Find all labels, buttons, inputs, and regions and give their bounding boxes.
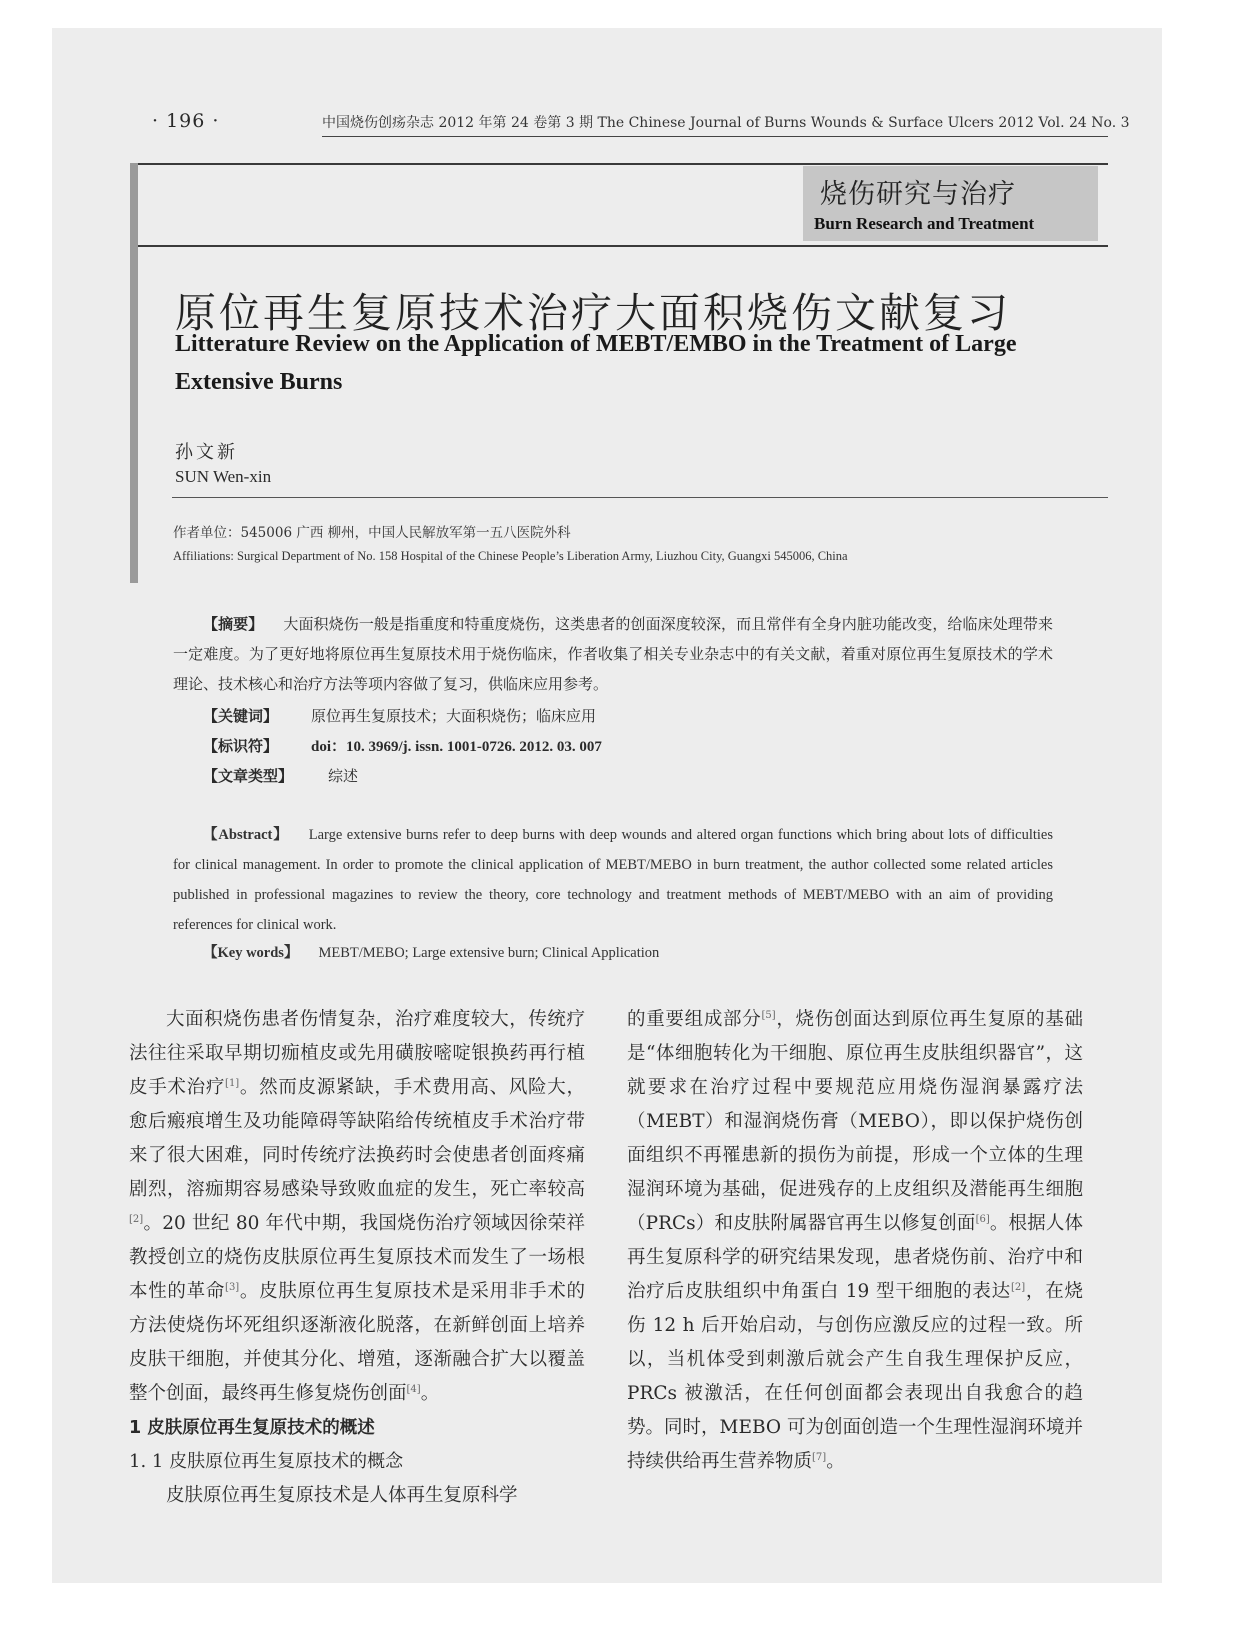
citation: [6] <box>975 1213 990 1225</box>
citation: [7] <box>812 1451 827 1463</box>
abstract-en-label: 【Abstract】 <box>203 827 289 843</box>
body-text: 。根据人体再生复原科学的研究结果发现，患者烧伤前、治疗中和治疗后皮肤组织中角蛋白 19 型干细胞的表达 <box>627 1213 1083 1302</box>
citation: [4] <box>406 1383 421 1395</box>
abstract-cn-label: 【摘要】 <box>203 615 264 633</box>
header-rule-bottom <box>130 245 1108 247</box>
author-name-en: SUN Wen-xin <box>175 467 272 486</box>
left-margin-bar <box>130 163 138 583</box>
body-text: 。然而皮源紧缺，手术费用高、风险大，愈后瘢痕增生及功能障碍等缺陷给传统植皮手术治疗带来了很大困难，同时传统疗法换药时会使患者创面疼痛剧烈，溶痂期容易感染导致败血症的发生，死亡率较高 <box>129 1077 585 1200</box>
running-header: 中国烧伤创疡杂志 2012 年第 24 卷第 3 期 The Chinese Journal of Burns Wounds & Surface Ulcers 2012 Vol. 24 No. 3 <box>322 112 1108 137</box>
body-paragraph: 皮肤原位再生复原技术是人体再生复原科学 <box>166 1485 518 1506</box>
article-title-en: Litterature Review on the Application of MEBT/EMBO in the Treatment of Large Extensive Burns <box>175 331 1017 395</box>
body-text: ，在烧伤 12 h 后开始启动，与创伤应激反应的过程一致。所以，当机体受到刺激后就会产生自我生理保护反应，PRCs 被激活，在任何创面都会表现出自我愈合的趋势。同时，MEBO 可为创面创造一个生理性湿润环境并持续供给再生营养物质 <box>627 1281 1083 1472</box>
abstract-en-text: Large extensive burns refer to deep burns with deep wounds and altered organ functions which bring about lots of difficulties for clinical management. In order to promote the clinical application of MEBT/MEBO in burn treatment, the author collected some related articles published in professional magazines to review the theory, core technology and treatment methods of MEBT/MEBO with an aim of providing references for clinical work. <box>173 827 1053 933</box>
author-name-cn: 孙文新 <box>175 442 238 463</box>
doi-text: doi：10. 3969/j. issn. 1001-0726. 2012. 03. 007 <box>311 739 602 755</box>
body-text: 。皮肤原位再生复原技术是采用非手术的方法使烧伤坏死组织逐渐液化脱落，在新鲜创面上培养皮肤干细胞，并使其分化、增殖，逐渐融合扩大以覆盖整个创面，最终再生修复烧伤创面 <box>129 1281 585 1404</box>
page-number: · 196 · <box>152 110 220 132</box>
identifier <box>203 735 602 756</box>
subsection-heading: 1. 1 皮肤原位再生复原技术的概念 <box>129 1451 404 1472</box>
body-text: 。 <box>420 1383 440 1404</box>
keywords-cn-label: 【关键词】 <box>203 707 279 725</box>
article-type <box>203 765 358 786</box>
header-rule-top <box>130 163 1108 165</box>
citation: [3] <box>225 1281 240 1293</box>
citation: [5] <box>761 1009 776 1021</box>
abstract-en <box>173 820 1053 940</box>
affiliation-cn: 作者单位：545006 广西 柳州，中国人民解放军第一五八医院外科 <box>173 525 571 541</box>
keywords-en-label: 【Key words】 <box>203 945 299 961</box>
body-text: 。20 世纪 80 年代中期，我国烧伤治疗领域因徐荣祥教授创立的烧伤皮肤原位再生复原技术而发生了一场根本性的革命 <box>129 1213 585 1302</box>
body-text: 。 <box>826 1451 845 1472</box>
section-title-en: Burn Research and Treatment <box>814 214 1035 233</box>
keywords-en-text: MEBT/MEBO; Large extensive burn; Clinical Application <box>318 945 660 961</box>
body-column-left <box>129 1003 585 1513</box>
identifier-label: 【标识符】 <box>203 737 279 755</box>
article-title-cn: 原位再生复原技术治疗大面积烧伤文献复习 <box>175 289 1011 337</box>
affiliation-en: Affiliations: Surgical Department of No. 158 Hospital of the Chinese People’s Liberation Army, Liuzhou City, Guangxi 545006, China <box>173 549 848 563</box>
keywords-en <box>203 941 659 962</box>
body-text: 大面积烧伤患者伤情复杂，治疗难度较大，传统疗法往往采取早期切痂植皮或先用磺胺嘧啶银换药再行植皮手术治疗 <box>129 1009 585 1098</box>
citation: [2] <box>1010 1281 1026 1293</box>
body-paragraph <box>129 1003 585 1411</box>
citation: [1] <box>225 1077 240 1089</box>
article-type-text: 综述 <box>328 767 359 785</box>
section-title-cn: 烧伤研究与治疗 <box>820 179 1016 210</box>
keywords-cn <box>203 705 596 726</box>
author-divider <box>172 497 1108 498</box>
body-text: 的重要组成部分 <box>627 1009 762 1030</box>
abstract-cn <box>173 609 1053 699</box>
citation: [2] <box>129 1213 144 1225</box>
body-paragraph <box>627 1003 1083 1479</box>
keywords-cn-text: 原位再生复原技术；大面积烧伤；临床应用 <box>311 707 597 725</box>
body-column-right <box>627 1003 1083 1479</box>
section-heading: 1 皮肤原位再生复原技术的概述 <box>129 1418 375 1438</box>
abstract-cn-text: 大面积烧伤一般是指重度和特重度烧伤，这类患者的创面深度较深，而且常伴有全身内脏功能改变，给临床处理带来一定难度。为了更好地将原位再生复原技术用于烧伤临床，作者收集了相关专业杂志中的有关文献，着重对原位再生复原技术的学术理论、技术核心和治疗方法等项内容做了复习，供临床应用参考。 <box>173 615 1053 693</box>
body-text: ，烧伤创面达到原位再生复原的基础是“体细胞转化为干细胞、原位再生皮肤组织器官”，这就要求在治疗过程中要规范应用烧伤湿润暴露疗法（MEBT）和湿润烧伤膏（MEBO），即以保护烧伤创面组织不再罹患新的损伤为前提，形成一个立体的生理湿润环境为基础，促进残存的上皮组织及潜能再生细胞（PRCs）和皮肤附属器官再生以修复创面 <box>627 1009 1083 1234</box>
article-type-label: 【文章类型】 <box>203 767 294 785</box>
